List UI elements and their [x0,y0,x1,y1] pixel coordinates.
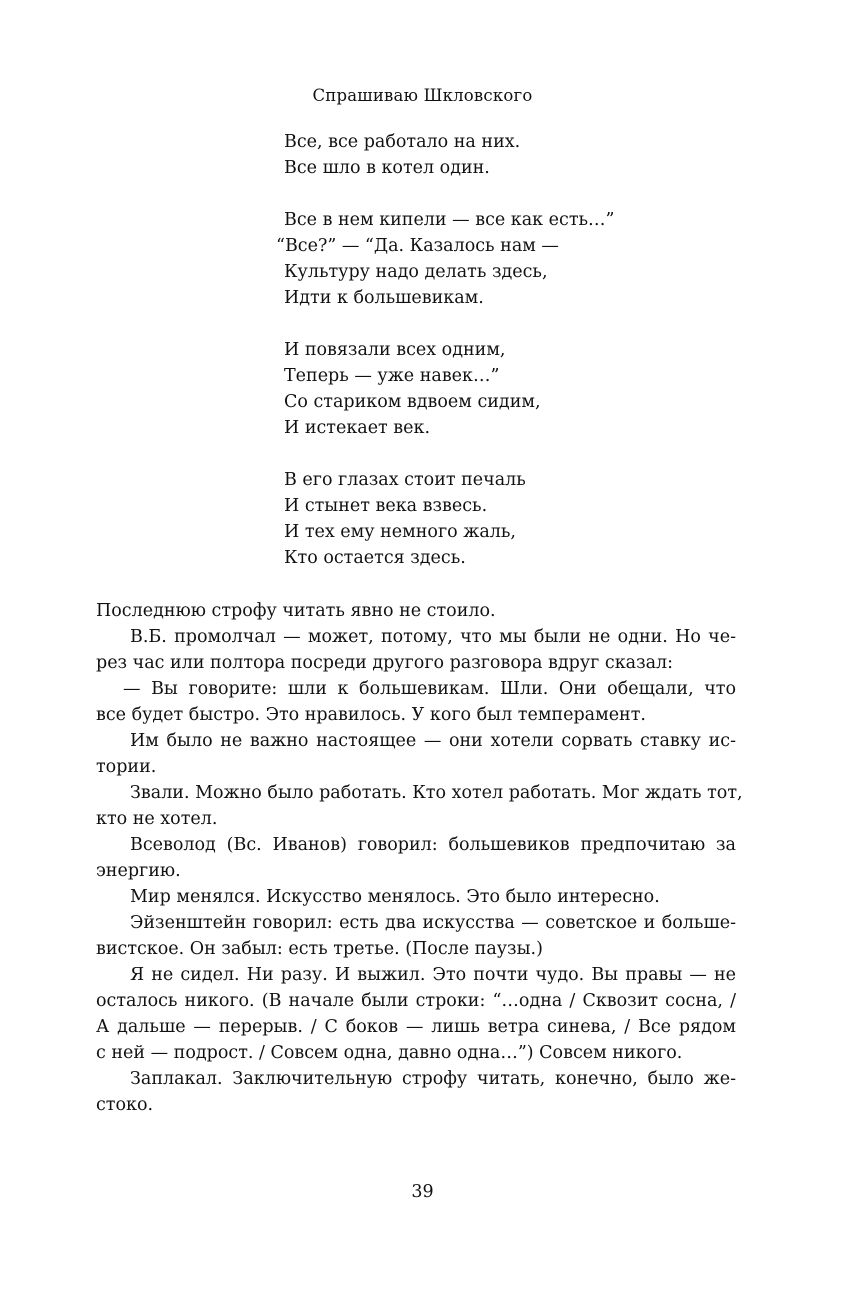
poem-line: И тех ему немного жаль, [284,522,516,542]
poem-line: И истекает век. [284,418,431,438]
prose-line: Им было не важно настоящее — они хотели сорвать ставку ис- [130,731,736,751]
poem-line: И стынет века взвесь. [284,496,488,516]
poem-line: Теперь — уже навек…” [284,366,500,386]
prose-line: вистское. Он забыл: есть третье. (После паузы.) [96,939,543,959]
poem-line: Идти к большевикам. [284,288,484,308]
prose-line: Звали. Можно было работать. Кто хотел работать. Мог ждать тот, [130,783,743,803]
stanza-gap [284,181,744,207]
poem-line: В его глазах стоит печаль [284,470,526,490]
prose-line: тории. [96,757,157,777]
prose-line: рез час или полтора посреди другого разговора вдруг сказал: [96,653,674,673]
poem-line: И повязали всех одним, [284,340,506,360]
poem-line: “Все?” — “Да. Казалось нам — [276,236,559,256]
prose-line: Всеволод (Вс. Иванов) говорил: большевиков предпочитаю за [130,835,736,855]
page-number: 39 [411,1182,434,1202]
prose-line: с ней — подрост. / Совсем одна, давно одна…”) Совсем никого. [96,1043,683,1063]
poem-line: Все в нем кипели — все как есть…” [284,210,615,230]
prose-line: стоко. [96,1095,154,1115]
prose-line: Заплакал. Заключительную строфу читать, конечно, было же- [130,1069,736,1089]
prose-line: кто не хотел. [96,809,218,829]
running-head: Спрашиваю Шкловского [312,86,533,105]
prose-line: — Вы говорите: шли к большевикам. Шли. Они обещали, что [123,679,736,699]
prose-line: Последнюю строфу читать явно не стоило. [96,601,496,621]
stanza-gap [284,311,744,337]
poem-line: Культуру надо делать здесь, [284,262,548,282]
poem-line: Все шло в котел один. [284,158,490,178]
stanza-gap [284,441,744,467]
prose-line: все будет быстро. Это нравилось. У кого был темперамент. [96,705,646,725]
prose-line: энергию. [96,861,181,881]
prose-line: осталось никого. (В начале были строки: “…одна / Сквозит сосна, / [96,991,736,1011]
prose-line: В.Б. промолчал — может, потому, что мы были не одни. Но че- [130,627,736,647]
prose-body [96,598,743,1118]
poem-line: Со стариком вдвоем сидим, [284,392,541,412]
prose-line: А дальше — перерыв. / С боков — лишь ветра синева, / Все рядом [96,1017,736,1037]
poem [276,129,744,571]
prose-line: Эйзенштейн говорил: есть два искусства — советское и больше- [130,913,736,933]
poem-line: Все, все работало на них. [284,132,521,152]
poem-line: Кто остается здесь. [284,548,466,568]
prose-line: Мир менялся. Искусство менялось. Это было интересно. [130,887,660,907]
prose-line: Я не сидел. Ни разу. И выжил. Это почти чудо. Вы правы — не [130,965,736,985]
